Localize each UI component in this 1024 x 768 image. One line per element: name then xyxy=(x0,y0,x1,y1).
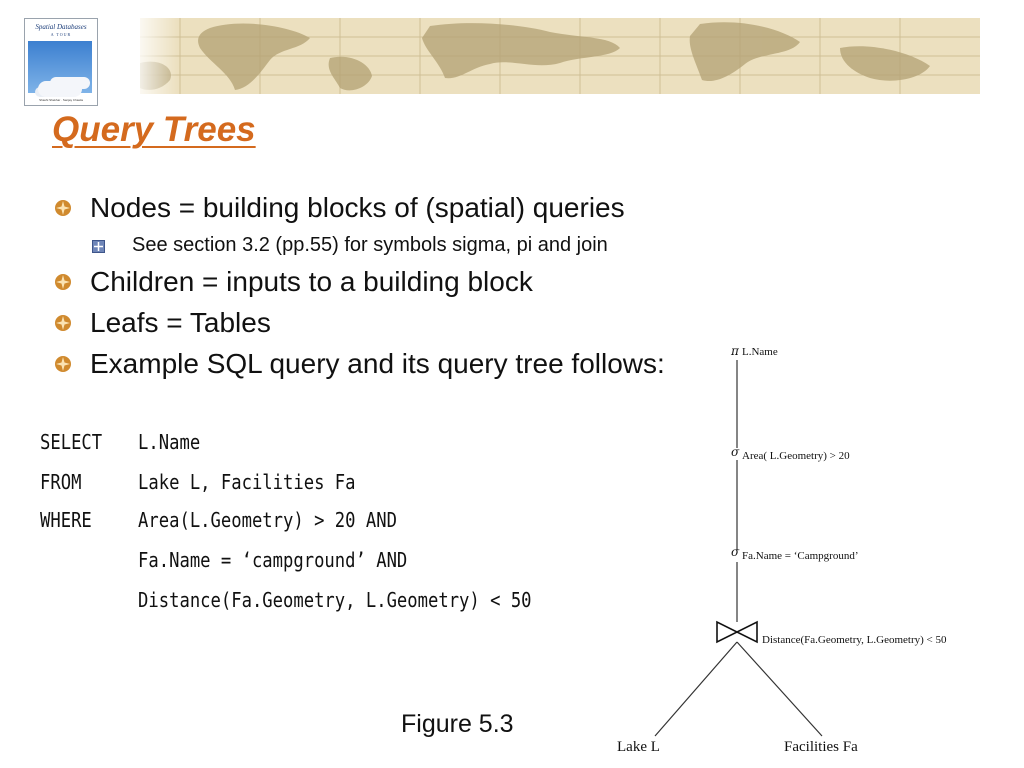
sql-keyword: SELECT xyxy=(40,430,103,454)
selection-node-label: Fa.Name = ‘Campground’ xyxy=(742,550,859,562)
selection-sigma-symbol: σ xyxy=(731,545,740,559)
sql-expression: Distance(Fa.Geometry, L.Geometry) < 50 xyxy=(138,588,532,612)
bullet-text: Example SQL query and its query tree follows: xyxy=(90,348,665,379)
figure-caption: Figure 5.3 xyxy=(401,710,514,738)
bullet-text: Nodes = building blocks of (spatial) queries xyxy=(90,192,625,223)
sql-keyword: WHERE xyxy=(40,508,92,532)
tree-edge xyxy=(737,642,822,736)
tree-edge xyxy=(655,642,737,736)
book-title: Spatial Databases xyxy=(35,23,87,31)
selection-node-label: Area( L.Geometry) > 20 xyxy=(742,450,850,462)
join-bowtie-icon xyxy=(717,622,757,642)
book-subtitle: A TOUR xyxy=(50,32,72,37)
join-node-label: Distance(Fa.Geometry, L.Geometry) < 50 xyxy=(762,634,947,646)
selection-sigma-symbol: σ xyxy=(731,445,740,459)
sql-expression: Lake L, Facilities Fa xyxy=(138,470,356,494)
projection-pi-symbol: π xyxy=(731,344,739,358)
sql-expression: Area(L.Geometry) > 20 AND xyxy=(138,508,397,532)
projection-node-label: L.Name xyxy=(742,346,778,358)
sql-expression: Fa.Name = ‘campground’ AND xyxy=(138,548,408,572)
leaf-table-lake: Lake L xyxy=(617,739,660,755)
slide-title: Query Trees xyxy=(52,110,256,149)
book-authors: Shashi Shekhar · Sanjay Chawla xyxy=(39,98,83,102)
bullet-text: Children = inputs to a building block xyxy=(90,266,533,297)
sql-expression: L.Name xyxy=(138,430,201,454)
bullet-text: Leafs = Tables xyxy=(90,307,271,338)
sql-keyword: FROM xyxy=(40,470,82,494)
sub-bullet-text: See section 3.2 (pp.55) for symbols sigma, pi and join xyxy=(132,234,608,256)
leaf-table-facilities: Facilities Fa xyxy=(784,739,858,755)
